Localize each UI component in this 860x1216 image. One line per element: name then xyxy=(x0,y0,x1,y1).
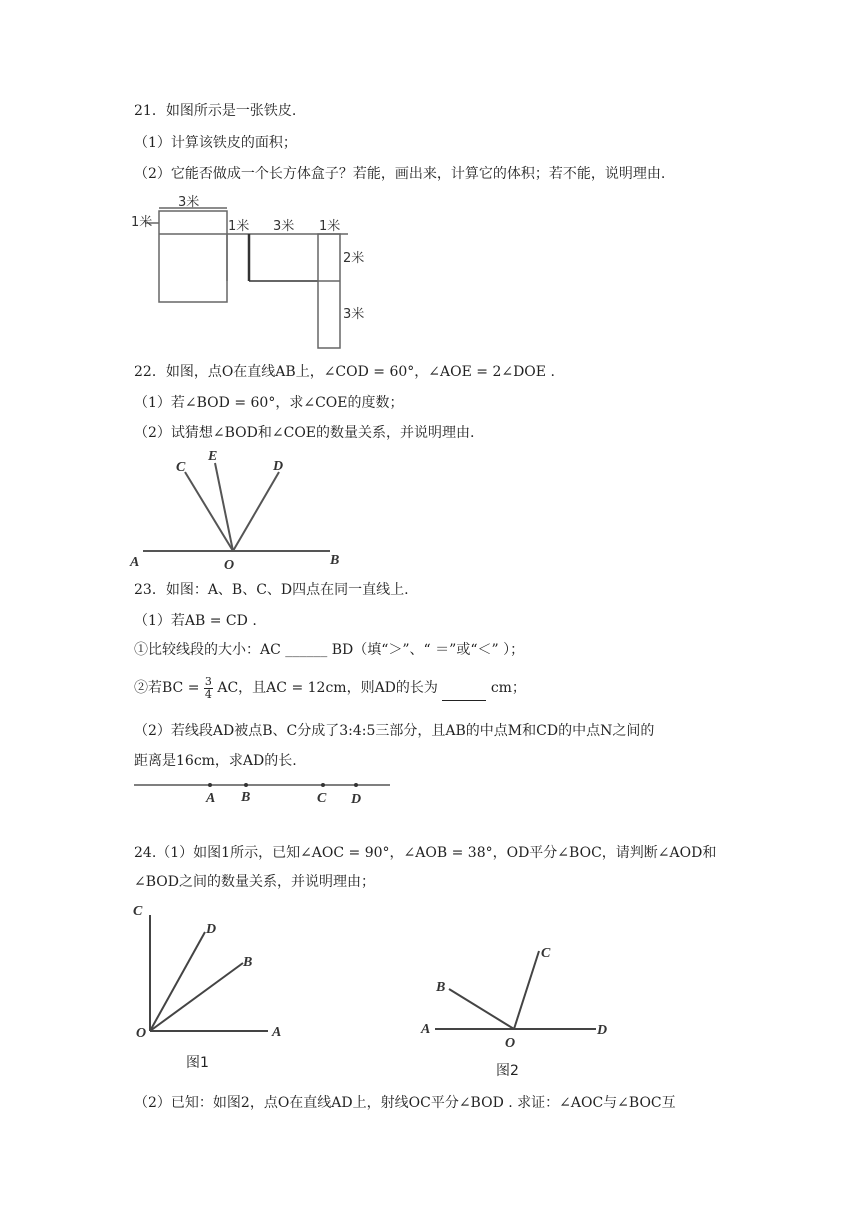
q24-fig1-point-a: A xyxy=(272,1025,282,1040)
q21-label-3m-bottom: 3米 xyxy=(343,307,365,322)
q21-label-2m: 2米 xyxy=(343,251,365,266)
q23-fraction xyxy=(204,676,213,701)
q23-fraction-denominator: 4 xyxy=(204,687,212,701)
q21-label-1m-right: 1米 xyxy=(319,219,341,234)
q23-part1: （1）若AB = CD . xyxy=(134,613,257,629)
q21-label-3m-mid: 3米 xyxy=(273,219,295,234)
q21-label-1m-left: 1米 xyxy=(131,215,153,230)
q24-part1-line2: ∠BOD之间的数量关系，并说明理由； xyxy=(134,874,375,890)
q22-point-d: D xyxy=(273,459,284,474)
q23-part2-line1: （2）若线段AD被点B、C分成了3:4:5三部分，且AB的中点M和CD的中点N之间的 xyxy=(134,723,655,739)
q22-point-c: C xyxy=(176,460,186,475)
q22-point-b: B xyxy=(330,553,340,568)
q21-part1: （1）计算该铁皮的面积； xyxy=(134,135,297,151)
q22-part2: （2）试猜想∠BOD和∠COE的数量关系，并说明理由. xyxy=(134,425,475,441)
q24-fig2-point-d: D xyxy=(597,1023,608,1038)
q23-line-figure xyxy=(0,775,860,815)
q22-point-o: O xyxy=(224,558,235,573)
q24-part1-line1: 24.（1）如图1所示，已知∠AOC = 90°，∠AOB = 38°，OD平分∠BOC，请判断∠AOD和 xyxy=(134,845,717,861)
q23-point-d: D xyxy=(351,792,362,807)
q21-label-1m-mid: 1米 xyxy=(228,219,250,234)
q21-part2: （2）它能否做成一个长方体盒子？若能，画出来，计算它的体积；若不能，说明理由. xyxy=(134,166,666,182)
q23-point-c: C xyxy=(317,791,327,806)
q24-part2: （2）已知：如图2，点O在直线AD上，射线OC平分∠BOD . 求证：∠AOC与∠BOC互 xyxy=(134,1095,676,1111)
q24-fig1-point-d: D xyxy=(206,922,217,937)
q21-label-3m-top: 3米 xyxy=(178,195,200,210)
q22-stem: 22．如图，点O在直线AB上，∠COD = 60°，∠AOE = 2∠DOE . xyxy=(134,364,555,380)
q23-stem: 23．如图：A、B、C、D四点在同一直线上. xyxy=(134,582,409,598)
q24-fig2-caption: 图2 xyxy=(496,1063,519,1079)
q24-fig2-point-a: A xyxy=(421,1022,431,1037)
q24-fig1-point-o: O xyxy=(136,1026,147,1041)
q21-iron-sheet-figure xyxy=(0,190,860,355)
q23-part1b xyxy=(134,675,526,701)
q24-fig1-point-c: C xyxy=(133,904,143,919)
q22-angle-figure xyxy=(0,445,860,575)
q23-fraction-numerator: 3 xyxy=(204,674,212,688)
q24-fig1-point-b: B xyxy=(243,955,253,970)
q23-part1b-unit: cm； xyxy=(490,680,526,696)
q24-figure2 xyxy=(0,935,860,1075)
q23-answer-blank xyxy=(442,686,486,701)
q23-point-b: B xyxy=(241,790,251,805)
q24-fig1-caption: 图1 xyxy=(186,1055,209,1071)
q21-stem: 21．如图所示是一张铁皮. xyxy=(134,103,297,119)
q24-fig2-point-c: C xyxy=(541,946,551,961)
q23-point-a: A xyxy=(206,791,216,806)
q24-fig2-point-o: O xyxy=(505,1036,516,1051)
q22-point-e: E xyxy=(208,449,218,464)
q23-part1b-prefix: ②若BC = xyxy=(134,680,200,696)
q23-part1b-text: AC，且AC = 12cm，则AD的长为 xyxy=(217,680,438,696)
q23-part1a: ①比较线段的大小：AC ______ BD（填“＞”、“ ＝”或“＜” ）； xyxy=(134,642,525,658)
q24-fig2-point-b: B xyxy=(436,980,446,995)
q23-part2-line2: 距离是16cm，求AD的长. xyxy=(134,753,297,769)
q22-point-a: A xyxy=(130,555,140,570)
q22-part1: （1）若∠BOD = 60°，求∠COE的度数； xyxy=(134,395,404,411)
